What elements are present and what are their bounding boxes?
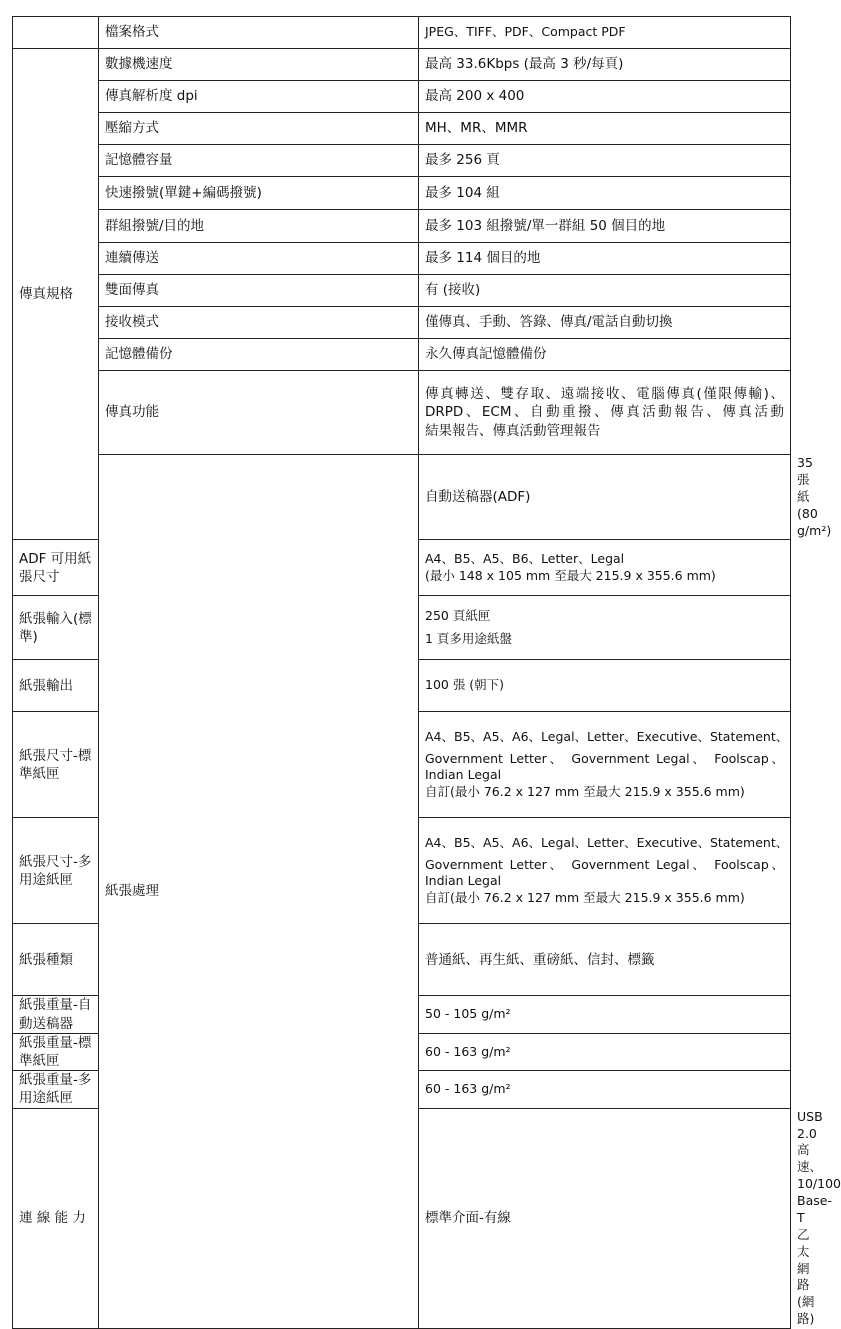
spec-value bbox=[419, 371, 791, 455]
spec-label: 紙張重量-多用途紙匣 bbox=[13, 1071, 99, 1108]
spec-value bbox=[419, 818, 791, 924]
value-line: Government Letter、 Government Legal、 Foolscap、 bbox=[425, 750, 784, 766]
value-line: A4、B5、A5、A6、Legal、Letter、Executive、Statement、 bbox=[425, 834, 789, 850]
value-line: 自訂(最小 76.2 x 127 mm 至最大 215.9 x 355.6 mm) bbox=[425, 784, 745, 800]
spec-label: 紙張重量-自動送稿器 bbox=[13, 996, 99, 1033]
spec-value: 普通紙、再生紙、重磅紙、信封、標籤 bbox=[419, 924, 791, 996]
spec-value: MH、MR、MMR bbox=[419, 113, 791, 145]
spec-label: 紙張種類 bbox=[13, 924, 99, 996]
spec-value: 最高 200 x 400 bbox=[419, 81, 791, 113]
spec-label: 連續傳送 bbox=[99, 243, 419, 275]
spec-label: 自動送稿器(ADF) bbox=[419, 455, 791, 540]
table-row bbox=[13, 17, 791, 49]
category-paper: 紙張處理 bbox=[99, 455, 419, 1329]
category-connectivity: 連 線 能 力 bbox=[13, 1108, 99, 1328]
value-line: 傳真轉送、雙存取、遠端接收、電腦傳真(僅限傳輸)、 bbox=[425, 386, 784, 403]
table-row: 紙張處理 自動送稿器(ADF) 35 張紙 (80 g/m²) bbox=[13, 455, 791, 540]
table-row: 連 線 能 力 標準介面-有線 USB 2.0 高速、10/100 Base-T 乙太網路(網路) bbox=[13, 1108, 791, 1328]
table-row bbox=[13, 113, 791, 145]
table-row bbox=[13, 145, 791, 177]
spec-value: 有 (接收) bbox=[419, 275, 791, 307]
value-line: DRPD、ECM、自動重撥、傳真活動報告、傳真活動 bbox=[425, 404, 784, 421]
spec-value: 最高 33.6Kbps (最高 3 秒/每頁) bbox=[419, 49, 791, 81]
value-line: 1 頁多用途紙盤 bbox=[425, 630, 512, 646]
spec-label: 紙張輸出 bbox=[13, 660, 99, 712]
value-line: (最小 148 x 105 mm 至最大 215.9 x 355.6 mm) bbox=[425, 567, 716, 583]
value-line: A4、B5、A5、A6、Legal、Letter、Executive、Statement、 bbox=[425, 728, 789, 744]
table-row bbox=[13, 243, 791, 275]
spec-value: 最多 256 頁 bbox=[419, 145, 791, 177]
table-row bbox=[13, 339, 791, 371]
spec-value: JPEG、TIFF、PDF、Compact PDF bbox=[419, 17, 791, 49]
spec-label: 紙張尺寸-標準紙匣 bbox=[13, 712, 99, 818]
spec-value: 50 - 105 g/m² bbox=[419, 996, 791, 1033]
spec-label: ADF 可用紙張尺寸 bbox=[13, 540, 99, 596]
spec-label: 壓縮方式 bbox=[99, 113, 419, 145]
table-row bbox=[13, 177, 791, 210]
spec-value: 最多 114 個目的地 bbox=[419, 243, 791, 275]
value-line: 250 頁紙匣 bbox=[425, 608, 491, 623]
spec-value: 最多 104 組 bbox=[419, 177, 791, 210]
value-line: Indian Legal bbox=[425, 767, 502, 783]
spec-label: 快速撥號(單鍵+編碼撥號) bbox=[99, 177, 419, 210]
spec-label: 數據機速度 bbox=[99, 49, 419, 81]
value-line: Government Letter、 Government Legal、 Foolscap、 bbox=[425, 856, 784, 872]
spec-value bbox=[419, 540, 791, 596]
spec-table bbox=[12, 16, 841, 1329]
spec-value: 60 - 163 g/m² bbox=[419, 1033, 791, 1070]
spec-label: 記憶體備份 bbox=[99, 339, 419, 371]
spec-value: 永久傳真記憶體備份 bbox=[419, 339, 791, 371]
spec-label: 檔案格式 bbox=[99, 17, 419, 49]
table-row bbox=[13, 210, 791, 243]
spec-label: 雙面傳真 bbox=[99, 275, 419, 307]
spec-value: 僅傳真、手動、答錄、傳真/電話自動切換 bbox=[419, 307, 791, 339]
value-line: A4、B5、A5、B6、Letter、Legal bbox=[425, 551, 625, 566]
spec-label: 紙張重量-標準紙匣 bbox=[13, 1033, 99, 1070]
table-row bbox=[13, 49, 791, 81]
spec-value bbox=[419, 712, 791, 818]
table-row bbox=[13, 371, 791, 455]
table-row bbox=[13, 275, 791, 307]
value-line: Indian Legal bbox=[425, 873, 502, 889]
spec-label: 傳真功能 bbox=[99, 371, 419, 455]
spec-label: 紙張尺寸-多用途紙匣 bbox=[13, 818, 99, 924]
spec-value: 100 張 (朝下) bbox=[419, 660, 791, 712]
category-fax: 傳真規格 bbox=[13, 49, 99, 540]
spec-label: 接收模式 bbox=[99, 307, 419, 339]
spec-label: 紙張輸入(標準) bbox=[13, 596, 99, 660]
value-line: 自訂(最小 76.2 x 127 mm 至最大 215.9 x 355.6 mm) bbox=[425, 890, 745, 906]
value-line: 結果報告、傳真活動管理報告 bbox=[425, 422, 601, 439]
table-row bbox=[13, 81, 791, 113]
spec-value bbox=[419, 596, 791, 660]
spec-label: 記憶體容量 bbox=[99, 145, 419, 177]
spec-value: 最多 103 組撥號/單一群組 50 個目的地 bbox=[419, 210, 791, 243]
empty-cell bbox=[13, 17, 99, 49]
spec-label: 群組撥號/目的地 bbox=[99, 210, 419, 243]
table-row bbox=[13, 307, 791, 339]
spec-value: 60 - 163 g/m² bbox=[419, 1071, 791, 1108]
spec-label: 傳真解析度 dpi bbox=[99, 81, 419, 113]
spec-label: 標準介面-有線 bbox=[419, 1108, 791, 1328]
